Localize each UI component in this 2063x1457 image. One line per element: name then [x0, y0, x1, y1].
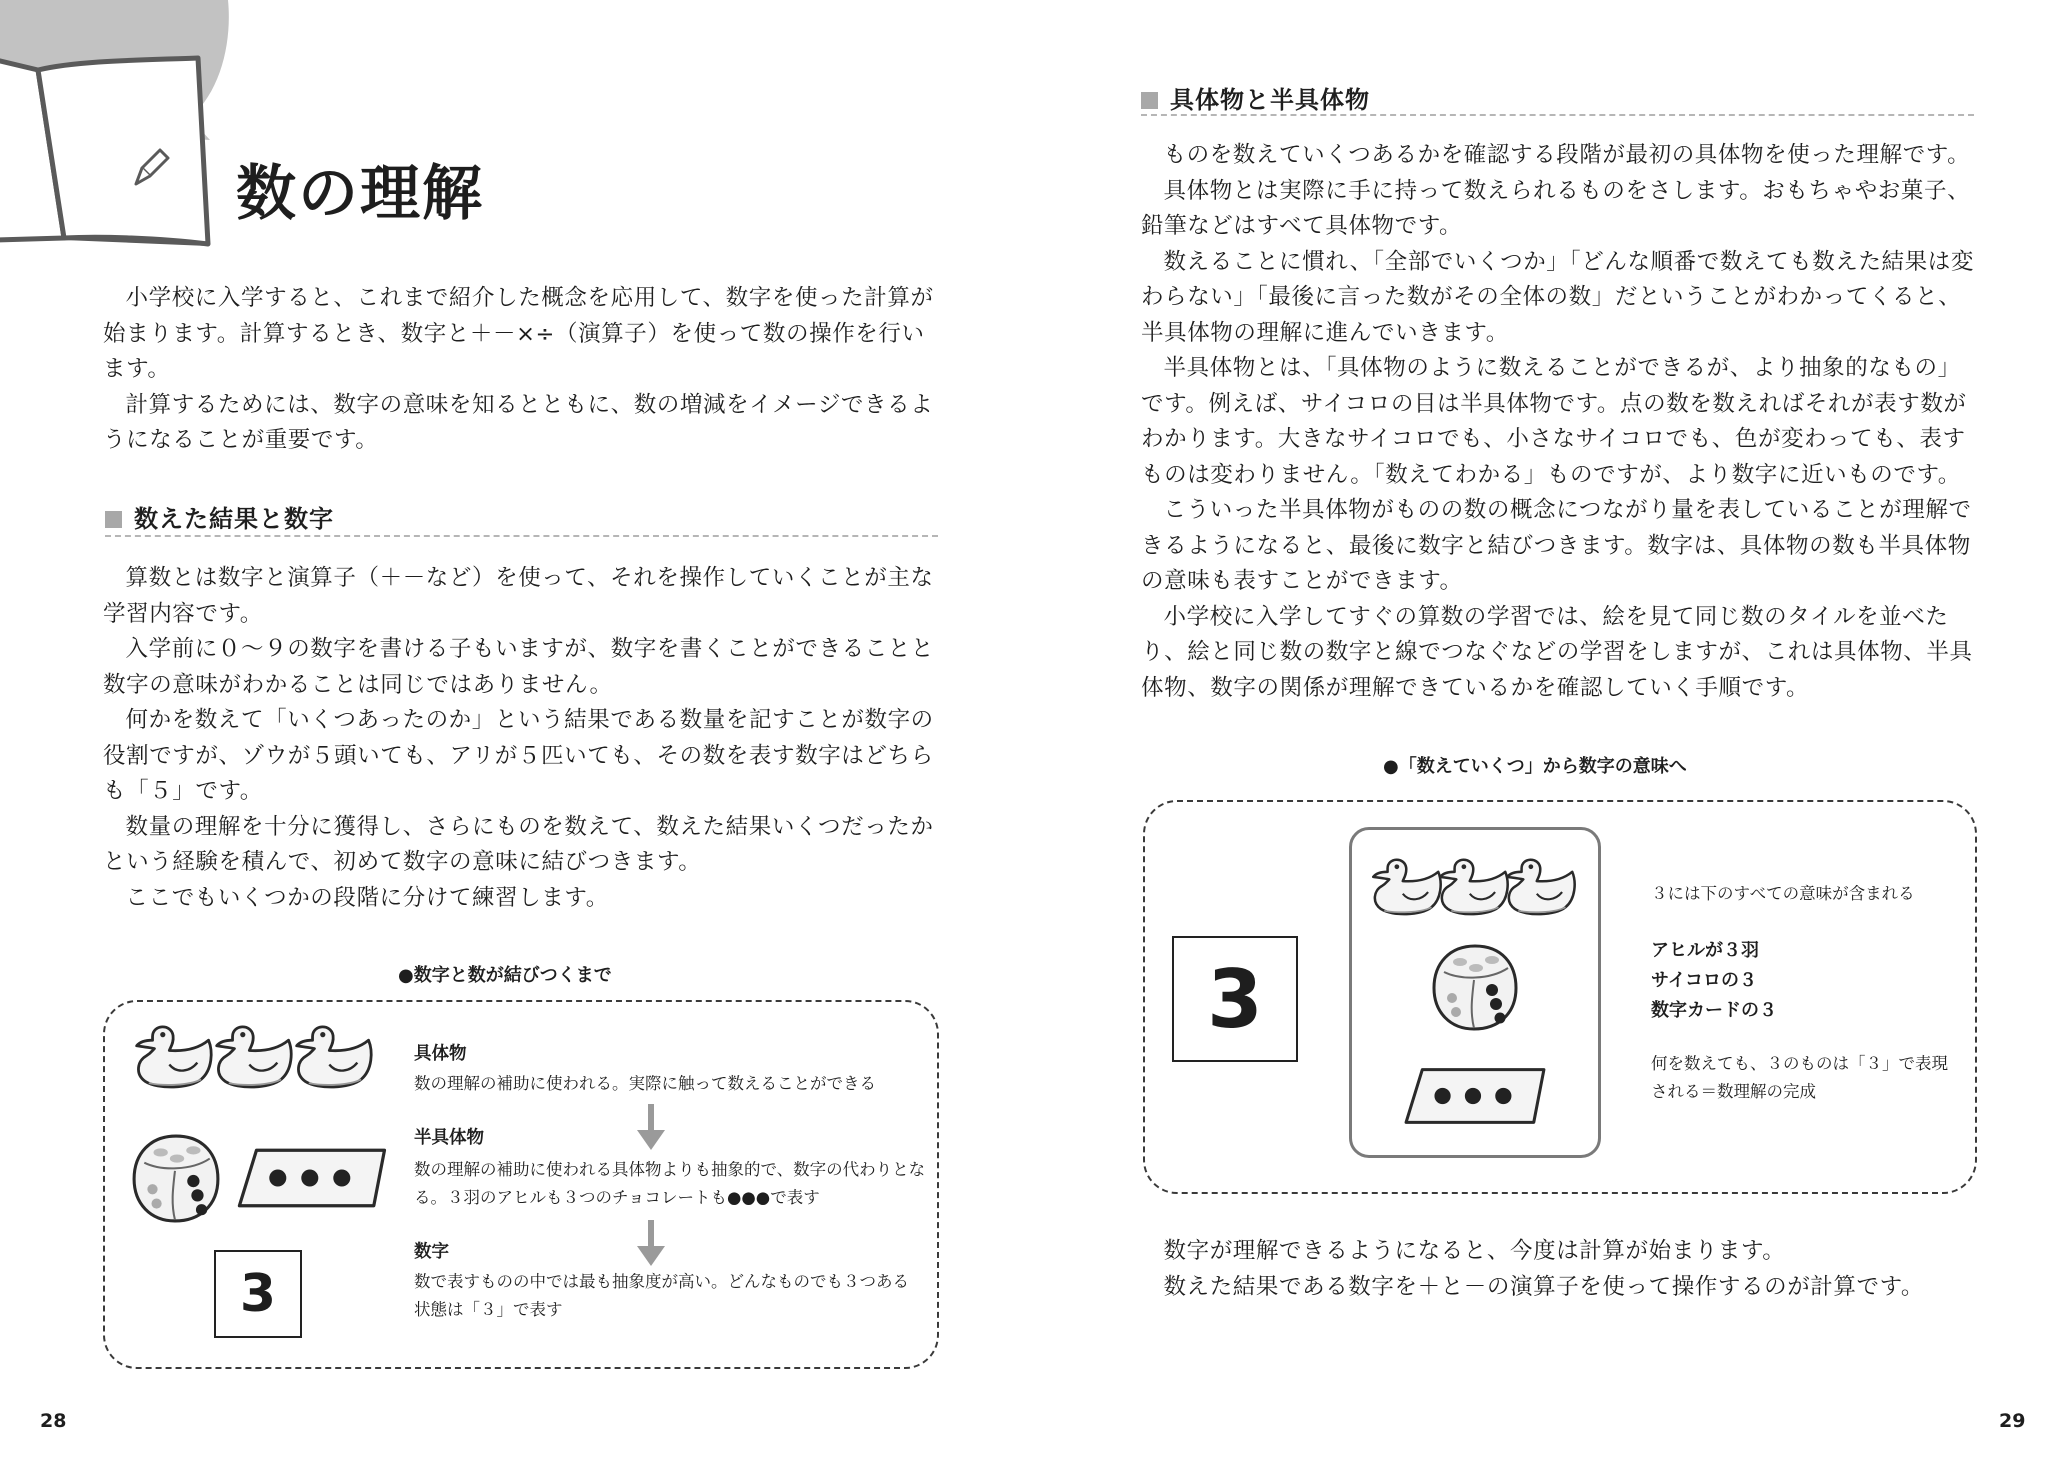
closing-paragraph: 数字が理解できるようになると、今度は計算が始まります。 — [1163, 1238, 1786, 1264]
heading-square-icon — [1141, 92, 1158, 109]
section-heading: 数えた結果と数字 — [105, 499, 334, 534]
duck-icon — [132, 1018, 216, 1096]
body-paragraph: 半具体物とは、「具体物のように数えることができるが、より抽象的なもの」です。例えば、サイコロの目は半具体物です。点の数を数えればそれが表す数がわかります。大きなサイコロでも、小さなサイコロでも、色が変わっても、表すものは変わりません。「数えてわかる」ものですが、より数字に近いものです。 — [1141, 355, 1967, 488]
dice-icon — [130, 1132, 222, 1224]
body-paragraph: 何かを数えて「いくつあったのか」という結果である数量を記すことが数字の役割ですが、ゾウが５頭いても、アリが５匹いても、その数を表す数字はどちらも「５」です。 — [103, 707, 934, 804]
section-body — [103, 561, 941, 916]
page-title: 数の理解 — [236, 159, 484, 229]
body-paragraph: ここでもいくつかの段階に分けて練習します。 — [125, 884, 609, 911]
body-paragraph: 入学前に０～９の数字を書ける子もいますが、数字を書くことができることと数字の意味がわかることは同じではありません。 — [103, 636, 935, 698]
dice-icon — [1430, 942, 1520, 1032]
figure-item-text: 数で表すものの中では最も抽象度が高い。どんなものでも３つある状態は「３」で表す — [414, 1272, 909, 1319]
page-number: 29 — [1999, 1410, 2026, 1432]
figure-conclusion: 何を数えても、３のものは「３」で表現される＝数理解の完成 — [1651, 1054, 1948, 1101]
duck-icon — [292, 1018, 376, 1096]
down-arrow-icon — [637, 1104, 665, 1150]
right-page — [1031, 0, 2063, 1457]
section-heading: 具体物と半具体物 — [1141, 80, 1370, 115]
left-page — [0, 0, 1031, 1457]
body-paragraph: こういった半具体物がものの数の概念につながり量を表していることが理解できるようになると、最後に数字と結びつきます。数字は、具体物の数も半具体物の意味も表すことができます。 — [1141, 497, 1972, 594]
dot-tray-icon — [1400, 1064, 1552, 1128]
figure-item-label: 具体物 — [414, 1044, 467, 1064]
section-body — [1141, 138, 1981, 706]
figure-note-head: ３には下のすべての意味が含まれる — [1651, 884, 1915, 903]
meaning-item: 数字カードの３ — [1651, 1000, 1777, 1021]
duck-icon — [1436, 852, 1512, 922]
divider — [1141, 114, 1974, 116]
figure-item-label: 半具体物 — [414, 1128, 484, 1148]
meaning-item: アヒルが３羽 — [1651, 940, 1759, 961]
figure-caption: ●「数えていくつ」から数字の意味へ — [1383, 756, 1687, 777]
body-paragraph: 小学校に入学してすぐの算数の学習では、絵を見て同じ数のタイルを並べたり、絵と同じ数の数字と線でつなぐなどの学習をしますが、これは具体物、半具体物、数字の関係が理解できているかを確認していく手順です。 — [1141, 603, 1973, 701]
figure-caption: ●数字と数が結びつくまで — [398, 965, 612, 986]
body-paragraph: ものを数えていくつあるかを確認する段階が最初の具体物を使った理解です。 — [1163, 142, 1971, 168]
chapter-number: 7 — [82, 60, 142, 160]
number-card: 3 — [214, 1250, 302, 1338]
body-paragraph: 数量の理解を十分に獲得し、さらにものを数えて、数えた結果いくつだったかという経験を積んで、初めて数字の意味に結びつきます。 — [103, 813, 934, 875]
number-card: 3 — [1172, 936, 1298, 1062]
closing-text — [1141, 1234, 1981, 1305]
body-paragraph: 具体物とは実際に手に持って数えられるものをさします。おもちゃやお菓子、鉛筆などはすべて具体物です。 — [1141, 177, 1971, 239]
duck-icon — [212, 1018, 296, 1096]
intro-text — [103, 281, 941, 459]
down-arrow-icon — [637, 1220, 665, 1266]
page-number: 28 — [40, 1410, 67, 1432]
body-paragraph: 算数とは数字と演算子（＋－など）を使って、それを操作していくことが主な学習内容です。 — [103, 565, 934, 627]
duck-icon — [1503, 852, 1579, 922]
meaning-list — [1651, 936, 1777, 1026]
divider — [105, 535, 938, 537]
intro-paragraph: 小学校に入学すると、これまで紹介した概念を応用して、数字を使った計算が始まります。計算するとき、数字と＋－×÷（演算子）を使って数の操作を行います。 — [103, 285, 934, 382]
closing-paragraph: 数えた結果である数字を＋と－の演算子を使って操作するのが計算です。 — [1163, 1273, 1925, 1300]
figure-item-label: 数字 — [414, 1242, 449, 1262]
figure-item-text: 数の理解の補助に使われる。実際に触って数えることができる — [414, 1074, 876, 1093]
duck-icon — [1369, 852, 1445, 922]
intro-paragraph: 計算するためには、数字の意味を知るとともに、数の増減をイメージできるようになることが重要です。 — [103, 391, 934, 453]
figure-item-text: 数の理解の補助に使われる具体物よりも抽象的で、数字の代わりとなる。３羽のアヒルも３つのチョコレートも●●●で表す — [414, 1160, 926, 1207]
heading-square-icon — [105, 511, 122, 528]
meaning-item: サイコロの３ — [1651, 970, 1758, 991]
body-paragraph: 数えることに慣れ、「全部でいくつか」「どんな順番で数えても数えた結果は変わらない」「最後に言った数がその全体の数」だということがわかってくると、半具体物の理解に進んでいきます。 — [1141, 248, 1974, 346]
dot-tray-icon — [233, 1146, 393, 1210]
